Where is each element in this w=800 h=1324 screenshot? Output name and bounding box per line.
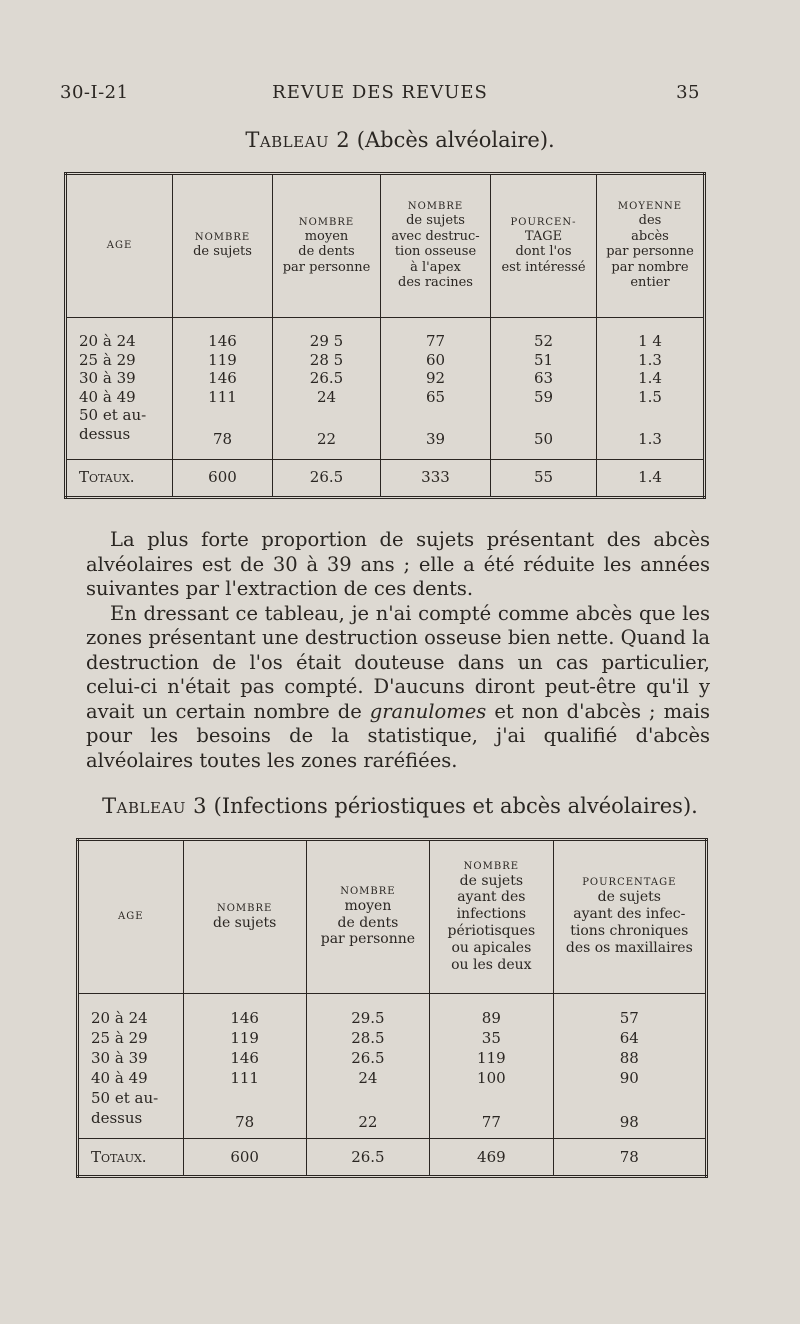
header-journal-title: REVUE DES REVUES [272, 82, 488, 103]
table3-col-header: NOMBRE de sujets ayant des infections périotisques ou apicales ou les deux [430, 840, 554, 994]
table2-data-row [66, 318, 705, 460]
paragraph-1: La plus forte proportion de sujets présentant des abcès alvéolaires est de 30 à 39 ans ; elle a été réduite les années suivantes par l'extraction de ces dents. [86, 528, 710, 600]
table3-dents-column: 29.5 28.5 26.5 24 22 [306, 994, 429, 1139]
table2-total-cell: 600 [173, 459, 273, 497]
table3-col-header: AGE [118, 911, 144, 922]
table3-col-header: POURCENTAGE de sujets ayant des infec- tions chroniques des os maxillaires [553, 840, 706, 994]
table2-totals-row [66, 459, 705, 497]
table2-age-column: 20 à 24 25 à 29 30 à 39 40 à 49 50 et au- dessus [79, 332, 147, 443]
table3-age-column: 20 à 24 25 à 29 30 à 39 40 à 49 50 et au- dessus [91, 1009, 159, 1127]
table3-sujets-column: 146 119 146 111 78 [183, 994, 306, 1139]
table2-caption-rest: (Abcès alvéolaire). [350, 128, 555, 152]
page-number: 35 [676, 82, 700, 103]
table3-data-row [78, 994, 707, 1139]
table3-pourcentage-column: 57 64 88 90 98 [553, 994, 706, 1139]
table2-sujets-column: 146 119 146 111 78 [173, 318, 273, 460]
table3-total-cell: 78 [553, 1139, 706, 1177]
table3-totals-row [78, 1139, 707, 1177]
table3-totals-label: Totaux. [78, 1139, 184, 1177]
table2-total-cell: 333 [381, 459, 491, 497]
table2-total-cell: 26.5 [273, 459, 381, 497]
table3-caption-rest: (Infections périostiques et abcès alvéolaires). [206, 794, 698, 818]
page-header [60, 82, 700, 108]
table2-destruction-column: 77 60 92 65 39 [381, 318, 491, 460]
header-date: 30-I-21 [60, 82, 129, 103]
table3-infections-column: 89 35 119 100 77 [430, 994, 554, 1139]
table2-col-header: NOMBRE moyen de dents par personne [273, 174, 381, 318]
table3-total-cell: 469 [430, 1139, 554, 1177]
table3-caption-prefix: Tableau 3 [102, 794, 207, 818]
table2-dents-column: 29 5 28 5 26.5 24 22 [273, 318, 381, 460]
table2-caption [0, 128, 800, 152]
table3-col-header: NOMBRE de sujets [183, 840, 306, 994]
table2-totals-label: Totaux. [66, 459, 173, 497]
paragraph-2: En dressant ce tableau, je n'ai compté comme abcès que les zones présentant une destruction osseuse bien nette. Quand la destruction de l'os était douteuse dans un cas particulier, celui-ci n'était pas compté. D'aucuns diront peut-être qu'il y avait un certain nombre de granulomes et non d'abcès ; mais pour les besoins de la statistique, j'ai qualifié d'abcès alvéolaires toutes les zones raréfiées. [86, 601, 710, 772]
table2-col-header: MOYENNE des abcès par personne par nombre entier [597, 174, 705, 318]
table3-caption [0, 794, 800, 818]
table2-col-header: NOMBRE de sujets avec destruc- tion osseuse à l'apex des racines [381, 174, 491, 318]
table2-total-cell: 55 [491, 459, 597, 497]
table2-col-header: POURCEN- TAGE dont l'os est intéressé [491, 174, 597, 318]
table3-header-row [78, 840, 707, 994]
table3-col-header: NOMBRE moyen de dents par personne [306, 840, 429, 994]
table2-total-cell: 1.4 [597, 459, 705, 497]
body-text [86, 528, 710, 773]
table2-col-header: NOMBRE de sujets [173, 174, 273, 318]
table2 [64, 172, 706, 499]
table3 [76, 838, 708, 1178]
table3-total-cell: 600 [183, 1139, 306, 1177]
table2-header-row [66, 174, 705, 318]
table3-total-cell: 26.5 [306, 1139, 429, 1177]
table2-col-header: AGE [106, 240, 133, 251]
table2-caption-prefix: Tableau 2 [245, 128, 351, 152]
table2-moyenne-column: 1 4 1.3 1.4 1.5 1.3 [597, 318, 705, 460]
table2-pourcentage-column: 52 51 63 59 50 [491, 318, 597, 460]
